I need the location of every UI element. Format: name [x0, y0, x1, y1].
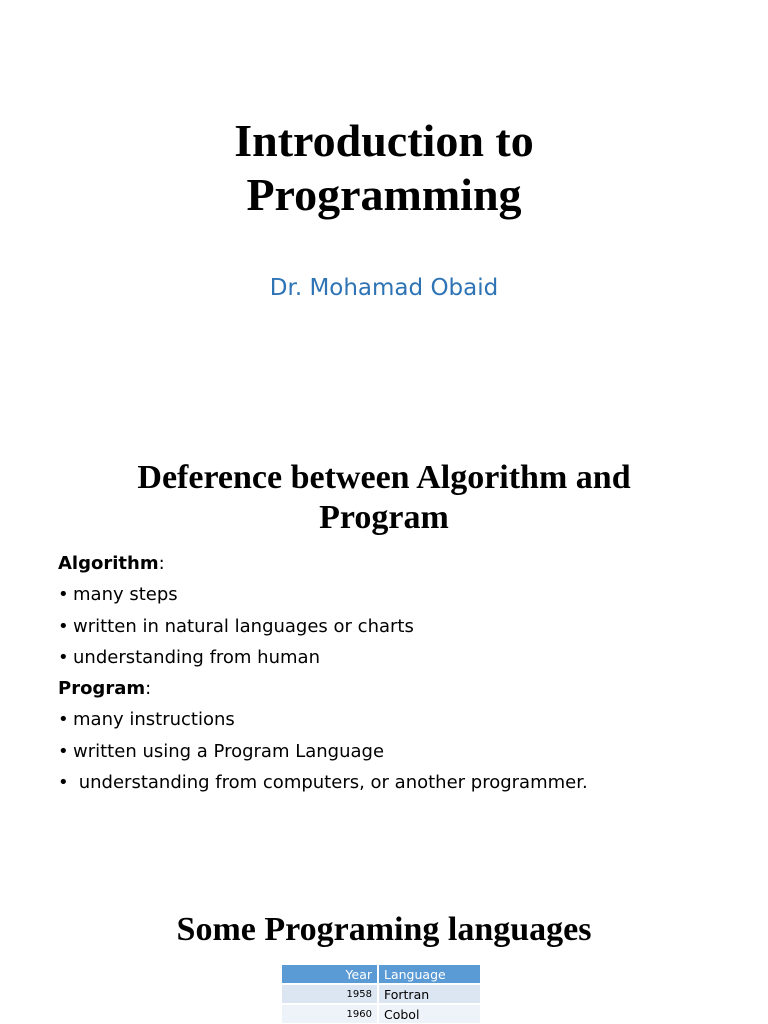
list-item: [58, 736, 738, 767]
list-item-text: written using a Program Language: [73, 740, 385, 762]
algorithm-colon: :: [158, 553, 165, 574]
list-item-text: written in natural languages or charts: [73, 615, 414, 637]
slide-title-line-1: Deference between Algorithm and: [137, 459, 631, 496]
languages-table: [280, 963, 482, 1024]
title-slide: [0, 0, 768, 420]
column-header-language: Language: [378, 964, 481, 984]
column-header-year: Year: [281, 964, 378, 984]
bullet-icon: •: [58, 646, 69, 668]
program-heading: [58, 673, 738, 704]
table-cell-year: 1958: [281, 984, 378, 1004]
list-item-text: many instructions: [73, 709, 235, 731]
slide-title: [0, 458, 768, 538]
bullet-icon: •: [58, 709, 69, 731]
slide-title-line-2: Program: [319, 499, 449, 536]
table-row: [281, 1004, 481, 1024]
slide-title: Some Programing languages: [176, 911, 592, 948]
algorithm-label: Algorithm: [58, 553, 159, 574]
list-item-text: understanding from human: [73, 646, 320, 668]
list-item-text: understanding from computers, or another programmer.: [73, 772, 588, 794]
table-row: [281, 984, 481, 1004]
table-header-row: [281, 964, 481, 984]
slide-content: [58, 548, 738, 798]
table-cell-language: Fortran: [378, 984, 481, 1004]
title-line-2: Programming: [246, 169, 522, 220]
author-name: Dr. Mohamad Obaid: [269, 275, 499, 301]
list-item: [58, 611, 738, 642]
title-line-1: Introduction to: [234, 115, 534, 166]
presentation-title: [0, 114, 768, 222]
list-item-text: many steps: [73, 584, 178, 606]
algorithm-heading: [58, 548, 738, 579]
bullet-icon: •: [58, 615, 69, 637]
list-item: [58, 767, 738, 798]
program-colon: :: [145, 678, 152, 700]
program-label: Program: [58, 678, 146, 700]
list-item: [58, 704, 738, 735]
bullet-icon: •: [58, 772, 69, 794]
table-cell-year: 1960: [281, 1004, 378, 1024]
bullet-icon: •: [58, 584, 69, 606]
list-item: [58, 642, 738, 673]
bullet-icon: •: [58, 740, 69, 762]
list-item: [58, 579, 738, 610]
table-cell-language: Cobol: [378, 1004, 481, 1024]
